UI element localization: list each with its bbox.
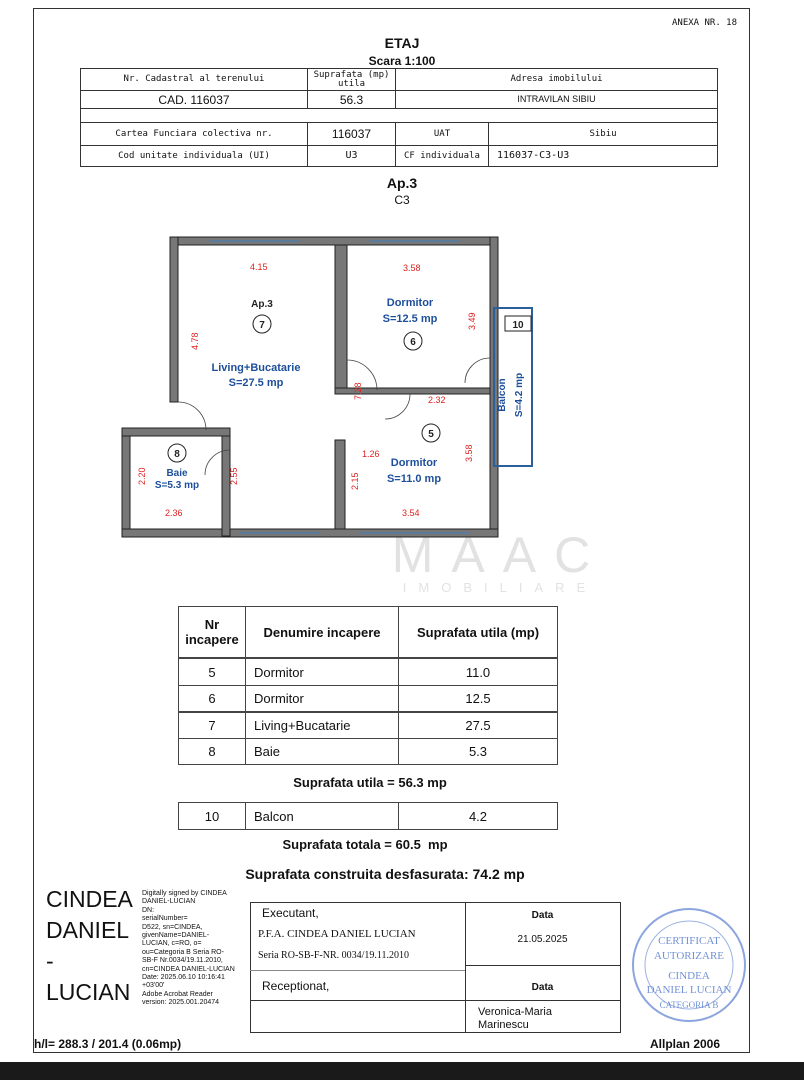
digital-signature-line: serialNumber= [142, 915, 188, 923]
table-divider [465, 902, 466, 1033]
digital-signature-line: DANIEL-LUCIAN [142, 898, 196, 906]
ui-label: Cod unitate individuala (UI) [80, 145, 308, 167]
table-divider [250, 970, 465, 971]
room-row-area: 11.0 [398, 658, 558, 686]
room-row-name: Dormitor [245, 658, 399, 686]
h-num: Nr incapere [178, 606, 246, 658]
date-label: Data [531, 910, 554, 921]
executant-label: Executant, [262, 906, 319, 920]
room-row-name: Dormitor [245, 685, 399, 712]
cf-value: 116037 [307, 122, 396, 146]
room-row-num: 8 [178, 738, 246, 765]
room-area: S=11.0 mp [386, 473, 442, 485]
receiver-name: Veronica-Maria Marinescu [478, 1006, 552, 1031]
digital-signature-details [142, 890, 246, 1008]
area: 56.3 [307, 90, 396, 109]
digital-signature-line: Date: 2025.06.10 10:16:41 [142, 974, 225, 982]
room-name: Dormitor [386, 297, 434, 309]
balcony-name: Balcon [245, 802, 399, 830]
dim: 3.58 [464, 444, 474, 462]
uat-value: Sibiu [488, 122, 718, 146]
wall-left [170, 237, 178, 402]
room-num: 6 [410, 337, 416, 348]
cadastral: CAD. 116037 [80, 90, 308, 109]
dim: 3.49 [467, 312, 477, 330]
firm-series: Seria RO-SB-F-NR. 0034/19.11.2010 [258, 950, 410, 961]
room-row-num: 7 [178, 712, 246, 739]
apartment-title: Ap.3 [386, 175, 418, 191]
signer-name-line: CINDEA [46, 886, 133, 912]
h-address: Adresa imobilului [395, 68, 718, 91]
balcony-area: 4.2 [398, 802, 558, 830]
date-label-2: Data [531, 982, 554, 993]
dim: 2.32 [428, 395, 446, 405]
room-area: S=27.5 mp [228, 377, 284, 389]
footer-software: Allplan 2006 [650, 1037, 721, 1051]
useful-total: Suprafata utila = 56.3 mp [293, 775, 447, 790]
room-row-name: Living+Bucatarie [245, 712, 399, 739]
dim: 2.20 [137, 467, 147, 485]
stamp-text: CINDEA [668, 970, 710, 982]
digital-signature-line: version: 2025.001.20474 [142, 999, 220, 1007]
stamp-text: DANIEL LUCIAN [646, 984, 732, 996]
room-num: 7 [259, 320, 265, 331]
room-sub: Ap.3 [251, 299, 273, 310]
digital-signature-line: Adobe Acrobat Reader [142, 990, 213, 998]
balcony-num: 10 [178, 802, 246, 830]
dim: 4.78 [190, 332, 200, 350]
signature-table [250, 902, 621, 1033]
room-area: S=5.3 mp [154, 480, 200, 491]
cfi-value: 116037-C3-U3 [488, 145, 718, 167]
cf-label: Cartea Funciara colectiva nr. [80, 122, 308, 146]
digital-signature-line: LUCIAN, c=RO, o= [142, 940, 202, 948]
svg-text:MAAC: MAAC [391, 527, 609, 583]
signer-name-line: DANIEL [46, 917, 130, 943]
signer-name-line: LUCIAN [46, 979, 131, 1005]
h-cadastral: Nr. Cadastral al terenului [80, 68, 308, 91]
h-name: Denumire incapere [245, 606, 399, 658]
dim: 3.54 [402, 508, 420, 518]
signer-name-line: - [46, 948, 54, 974]
stamp-text: AUTORIZARE [653, 950, 725, 962]
ui-value: U3 [307, 145, 396, 167]
bottom-bar [0, 1062, 804, 1080]
h-area: Suprafata (mp) utila [307, 68, 396, 91]
room-name: Living+Bucatarie [211, 362, 301, 374]
room-row-area: 12.5 [398, 685, 558, 712]
room-num: 8 [174, 449, 180, 460]
firm-name: P.F.A. CINDEA DANIEL LUCIAN [258, 928, 416, 940]
footer-dimensions: h/l= 288.3 / 201.4 (0.06mp) [34, 1037, 182, 1051]
digital-signature-line: Digitally signed by CINDEA [142, 890, 227, 897]
annex-label: ANEXA NR. 18 [672, 18, 738, 28]
block-label: C3 [394, 193, 410, 207]
room-row-area: 5.3 [398, 738, 558, 765]
uat-label: UAT [395, 122, 489, 146]
digital-signature-line: cn=CINDEA DANIEL-LUCIAN [142, 965, 235, 973]
room-row-name: Baie [245, 738, 399, 765]
room-name: Dormitor [390, 457, 438, 469]
page-title: ETAJ [384, 35, 420, 51]
room-num: 5 [428, 429, 434, 440]
room-name: Baie [166, 468, 188, 479]
room-row-num: 6 [178, 685, 246, 712]
table-divider [250, 1000, 621, 1001]
digital-signature-line: SB-F Nr.0034/19.11.2010, [142, 957, 223, 965]
table-divider [465, 965, 620, 966]
total-area: Suprafata totala = 60.5 mp [282, 837, 448, 852]
dim: 2.36 [165, 508, 183, 518]
digital-signature-line: D522, sn=CINDEA, [142, 923, 203, 931]
date-value: 21.05.2025 [517, 934, 568, 945]
room-name: Balcon [497, 378, 508, 412]
wall-mid-lower [335, 440, 345, 537]
wall-bath-left [122, 428, 130, 537]
dim: 2.15 [350, 472, 360, 490]
built-area: Suprafata construita desfasurata: 74.2 mp [245, 866, 525, 882]
dim: 3.58 [403, 263, 421, 273]
scale: Scara 1:100 [368, 54, 436, 68]
svg-text:IMOBILIARE: IMOBILIARE [402, 580, 598, 595]
signer-name [46, 884, 138, 1008]
digital-signature-line: DN: [142, 906, 155, 914]
stamp-text: CERTIFICAT [658, 935, 720, 947]
dim: 7.28 [353, 382, 363, 400]
dim: 2.55 [229, 467, 239, 485]
watermark-logo [392, 527, 608, 595]
room-area: S=12.5 mp [382, 313, 438, 325]
dim: 1.26 [362, 449, 380, 459]
room-area: S=4.2 mp [514, 372, 525, 418]
h-area: Suprafata utila (mp) [398, 606, 558, 658]
cfi-label: CF individuala [395, 145, 489, 167]
digital-signature-line: ou=Categoria B Seria RO- [142, 948, 224, 956]
digital-signature-line: +03'00' [142, 982, 165, 990]
wall-bath-top [122, 428, 230, 436]
digital-signature-line: givenName=DANIEL- [142, 932, 210, 940]
stamp-text: CATEGORIA B [659, 1000, 719, 1010]
address: INTRAVILAN SIBIU [395, 90, 718, 109]
room-num: 10 [512, 320, 524, 331]
room-row-area: 27.5 [398, 712, 558, 739]
room-row-num: 5 [178, 658, 246, 686]
wall-mid [335, 245, 347, 390]
stamp [630, 906, 748, 1024]
dim: 4.15 [250, 262, 268, 272]
receptionat-label: Receptionat, [262, 979, 330, 993]
